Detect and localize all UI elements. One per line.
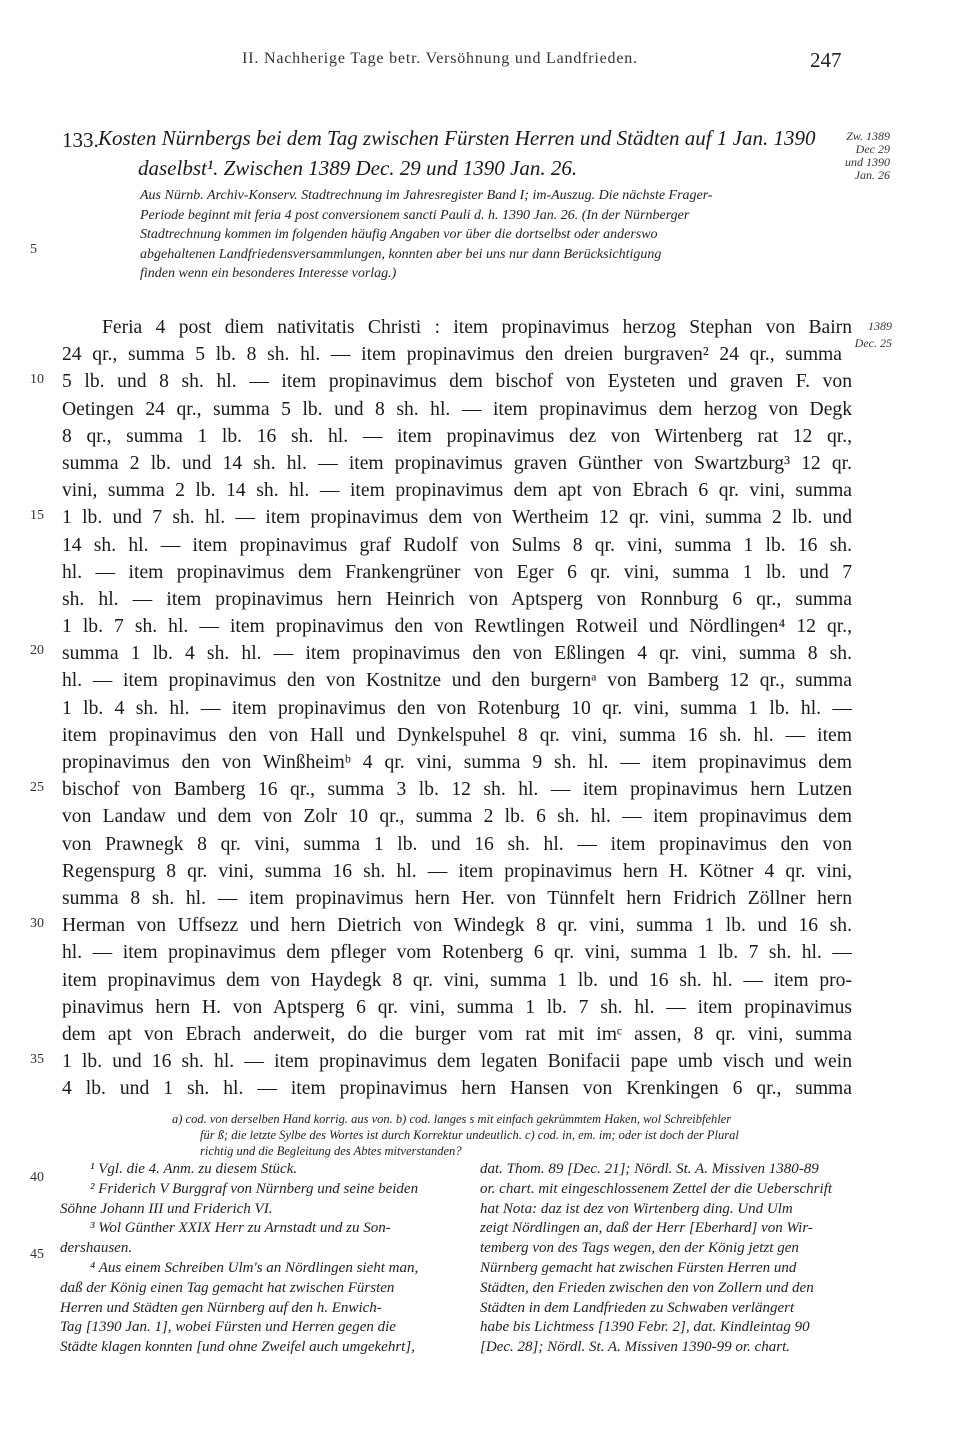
text-line: dem apt von Ebrach anderweit, do die burger vom rat mit imᶜ assen, 8 qr. vini, summa <box>62 1023 852 1045</box>
text-line: summa 2 lb. und 14 sh. hl. — item propinavimus graven Günther von Swartzburg³ 12 qr. <box>62 452 852 474</box>
text-line: Oetingen 24 qr., summa 5 lb. und 8 sh. hl. — item propinavimus dem herzog von Degk <box>62 398 852 420</box>
side-date-line: 1389 <box>868 319 892 333</box>
footnote-line: Nürnberg gemacht hat zwischen Fürsten Herren und <box>480 1259 797 1276</box>
line-number: 20 <box>30 643 44 658</box>
section-title-line-1: Kosten Nürnbergs bei dem Tag zwischen Fürsten Herren und Städten auf 1 Jan. 1390 <box>98 126 816 150</box>
text-line: pinavimus hern H. von Aptsperg 6 qr. vini, summa 1 lb. 7 sh. hl. — item propinavimus <box>62 996 852 1018</box>
footnote-line: zeigt Nördlingen an, daß der Herr [Eberhard] von Wir- <box>480 1220 813 1237</box>
text-line: 1 lb. und 16 sh. hl. — item propinavimus dem legaten Bonifacii pape umb visch und wein <box>62 1051 852 1073</box>
footnote-line: dat. Thom. 89 [Dec. 21]; Nördl. St. A. Missiven 1380-89 <box>480 1161 819 1177</box>
side-date-line: Dec 29 <box>855 142 890 156</box>
source-note-line: abgehaltenen Landfriedensversammlungen, konnten aber bei uns nur dann Berücksichtigung <box>140 246 662 262</box>
text-line: hl. — item propinavimus dem Frankengrüner von Eger 6 qr. vini, summa 1 lb. und 7 <box>62 561 852 583</box>
text-line: 8 qr., summa 1 lb. 16 sh. hl. — item propinavimus dez von Wirtenberg rat 12 qr., <box>62 425 852 447</box>
text-line: summa 1 lb. 4 sh. hl. — item propinavimus den von Eßlingen 4 qr. vini, summa 8 sh. <box>62 643 852 665</box>
footnote-line: ² Friderich V Burggraf von Nürnberg und seine beiden <box>90 1180 419 1197</box>
text-line: von Landaw und dem von Zolr 10 qr., summa 2 lb. 6 sh. hl. — item propinavimus dem <box>62 806 852 828</box>
side-date-line: Dec. 25 <box>854 336 892 350</box>
footnote-line: ¹ Vgl. die 4. Anm. zu diesem Stück. <box>90 1161 298 1177</box>
running-head: II. Nachherige Tage betr. Versöhnung und Landfrieden. <box>242 50 638 67</box>
textual-note-line: für ß; die letzte Sylbe des Wortes ist durch Korrektur undeutlich. c) cod. in, em. im; oder ist doch der Plural <box>200 1128 739 1142</box>
side-date-line: und 1390 <box>845 155 890 169</box>
source-note-line: Periode beginnt mit feria 4 post conversionem sancti Pauli d. h. 1390 Jan. 26. (In der Nürnberger <box>140 207 690 223</box>
textual-note-line: richtig und die Begleitung des Abtes mitverstanden? <box>200 1144 462 1158</box>
footnote-line: hat Nota: daz ist dez von Wirtenberg ding. Und Ulm <box>480 1200 793 1217</box>
text-line: Regenspurg 8 qr. vini, summa 16 sh. hl. — item propinavimus hern H. Kötner 4 qr. vini, <box>62 860 852 882</box>
footnote-line: Herren und Städten gen Nürnberg auf den h. Enwich- <box>60 1299 382 1316</box>
text-line: 5 lb. und 8 sh. hl. — item propinavimus dem bischof von Eysteten und graven F. von <box>62 371 852 393</box>
footnote-line: Städten in dem Landfrieden zu Schwaben verlängert <box>480 1299 795 1316</box>
line-number: 10 <box>30 372 44 387</box>
footnote-line: temberg von des Tags wegen, den der König jetzt gen <box>480 1240 799 1257</box>
line-number: 15 <box>30 508 44 523</box>
footnotes-left-column <box>60 1160 460 1358</box>
source-note-line: Stadtrechnung kommen im folgenden häufig Angaben vor über die dortselbst oder anderswo <box>140 227 658 242</box>
footnote-line: Städten, den Frieden zwischen den von Zollern und den <box>480 1279 814 1296</box>
textual-notes <box>172 1111 872 1159</box>
section-title-line-2: daselbst¹. Zwischen 1389 Dec. 29 und 1390 Jan. 26. <box>138 156 578 180</box>
text-line: Herman von Uffsezz und hern Dietrich von Windegk 8 qr. vini, summa 1 lb. und 16 sh. <box>62 915 852 937</box>
text-line: 14 sh. hl. — item propinavimus graf Rudolf von Sulms 8 qr. vini, summa 1 lb. 16 sh. <box>62 534 852 556</box>
page-header <box>0 48 960 72</box>
side-date-line: Jan. 26 <box>854 168 890 182</box>
footnote-line: ³ Wol Günther XXIX Herr zu Arnstadt und zu Son- <box>90 1220 391 1237</box>
footnote-line: Städte klagen konnten [und ohne Zweifel auch umgekehrt], <box>60 1339 415 1356</box>
source-note-line: Aus Nürnb. Archiv-Konserv. Stadtrechnung im Jahresregister Band I; im-Auszug. Die nächste Frager- <box>140 188 713 203</box>
line-number: 5 <box>30 242 37 257</box>
footnotes-right-column <box>480 1160 880 1358</box>
text-line: bischof von Bamberg 16 qr., summa 3 lb. 12 sh. hl. — item propinavimus hern Lutzen <box>62 779 852 801</box>
text-line: hl. — item propinavimus dem pfleger vom Rotenberg 6 qr. vini, summa 1 lb. 7 sh. hl. — <box>62 942 852 964</box>
footnote-line: Söhne Johann III und Friderich VI. <box>60 1200 273 1217</box>
text-line: 1 lb. 4 sh. hl. — item propinavimus den von Rotenburg 10 qr. vini, summa 1 lb. hl. — <box>62 697 852 719</box>
source-note-line: finden wenn ein besonderes Interesse vorlag.) <box>140 266 397 281</box>
footnote-line: habe bis Lichtmess [1390 Febr. 2], dat. Kindleintag 90 <box>480 1319 810 1336</box>
source-note <box>140 186 880 284</box>
text-line: Feria 4 post diem nativitatis Christi : item propinavimus herzog Stephan von Bairn <box>102 317 852 338</box>
page-number: 247 <box>810 48 842 72</box>
line-number: 25 <box>30 780 44 795</box>
text-line: summa 8 sh. hl. — item propinavimus hern Her. von Tünnfelt hern Fridrich Zöllner hern <box>62 887 852 909</box>
line-number: 30 <box>30 916 44 931</box>
line-number: 45 <box>30 1247 44 1262</box>
footnote-line: [Dec. 28]; Nördl. St. A. Missiven 1390-99 or. chart. <box>480 1339 790 1356</box>
section-number-text: 133. <box>62 128 99 152</box>
footnote-line: daß der König einen Tag gemacht hat zwischen Fürsten <box>60 1279 395 1296</box>
text-line: 1 lb. 7 sh. hl. — item propinavimus den von Rewtlingen Rotweil und Nördlingen⁴ 12 qr., <box>62 616 852 638</box>
text-line: propinavimus den von Winßheimᵇ 4 qr. vini, summa 9 sh. hl. — item propinavimus dem <box>62 752 852 773</box>
line-number: 35 <box>30 1052 44 1067</box>
section-number <box>62 128 99 153</box>
line-number: 40 <box>30 1170 44 1185</box>
footnote-line: ⁴ Aus einem Schreiben Ulm's an Nördlingen sieht man, <box>90 1259 419 1276</box>
text-line: item propinavimus den von Hall und Dynkelspuhel 8 qr. vini, summa 16 sh. hl. — item <box>62 724 852 746</box>
text-line: hl. — item propinavimus den von Kostnitze und den burgernᵃ von Bamberg 12 qr., summa <box>62 670 852 692</box>
side-date-line: Zw. 1389 <box>846 129 890 143</box>
section-side-date <box>820 130 890 182</box>
text-line: vini, summa 2 lb. 14 sh. hl. — item propinavimus dem apt von Ebrach 6 qr. vini, summa <box>62 480 852 502</box>
footnote-line: Tag [1390 Jan. 1], wobei Fürsten und Herren gegen die <box>60 1319 396 1336</box>
text-line: 24 qr., summa 5 lb. 8 sh. hl. — item propinavimus den dreien burgraven² 24 qr., summa <box>62 344 842 366</box>
text-line: von Prawnegk 8 qr. vini, summa 1 lb. und 16 sh. hl. — item propinavimus den von <box>62 833 852 855</box>
footnote-line: dershausen. <box>60 1240 133 1257</box>
text-line: 1 lb. und 7 sh. hl. — item propinavimus dem von Wertheim 12 qr. vini, summa 2 lb. und <box>62 507 852 529</box>
text-line: item propinavimus dem von Haydegk 8 qr. vini, summa 1 lb. und 16 sh. hl. — item pro- <box>62 969 852 991</box>
main-text <box>62 314 852 1102</box>
footnote-line: or. chart. mit eingeschlossenem Zettel der die Ueberschrift <box>480 1180 833 1197</box>
textual-note-line: a) cod. von derselben Hand korrig. aus von. b) cod. langes s mit einfach gekrümmtem Haken, wol Schreibfehler <box>172 1112 732 1126</box>
text-line: sh. hl. — item propinavimus hern Heinrich von Aptsperg von Ronnburg 6 qr., summa <box>62 588 852 610</box>
text-line: 4 lb. und 1 sh. hl. — item propinavimus hern Hansen von Krenkingen 6 qr., summa <box>62 1078 852 1100</box>
